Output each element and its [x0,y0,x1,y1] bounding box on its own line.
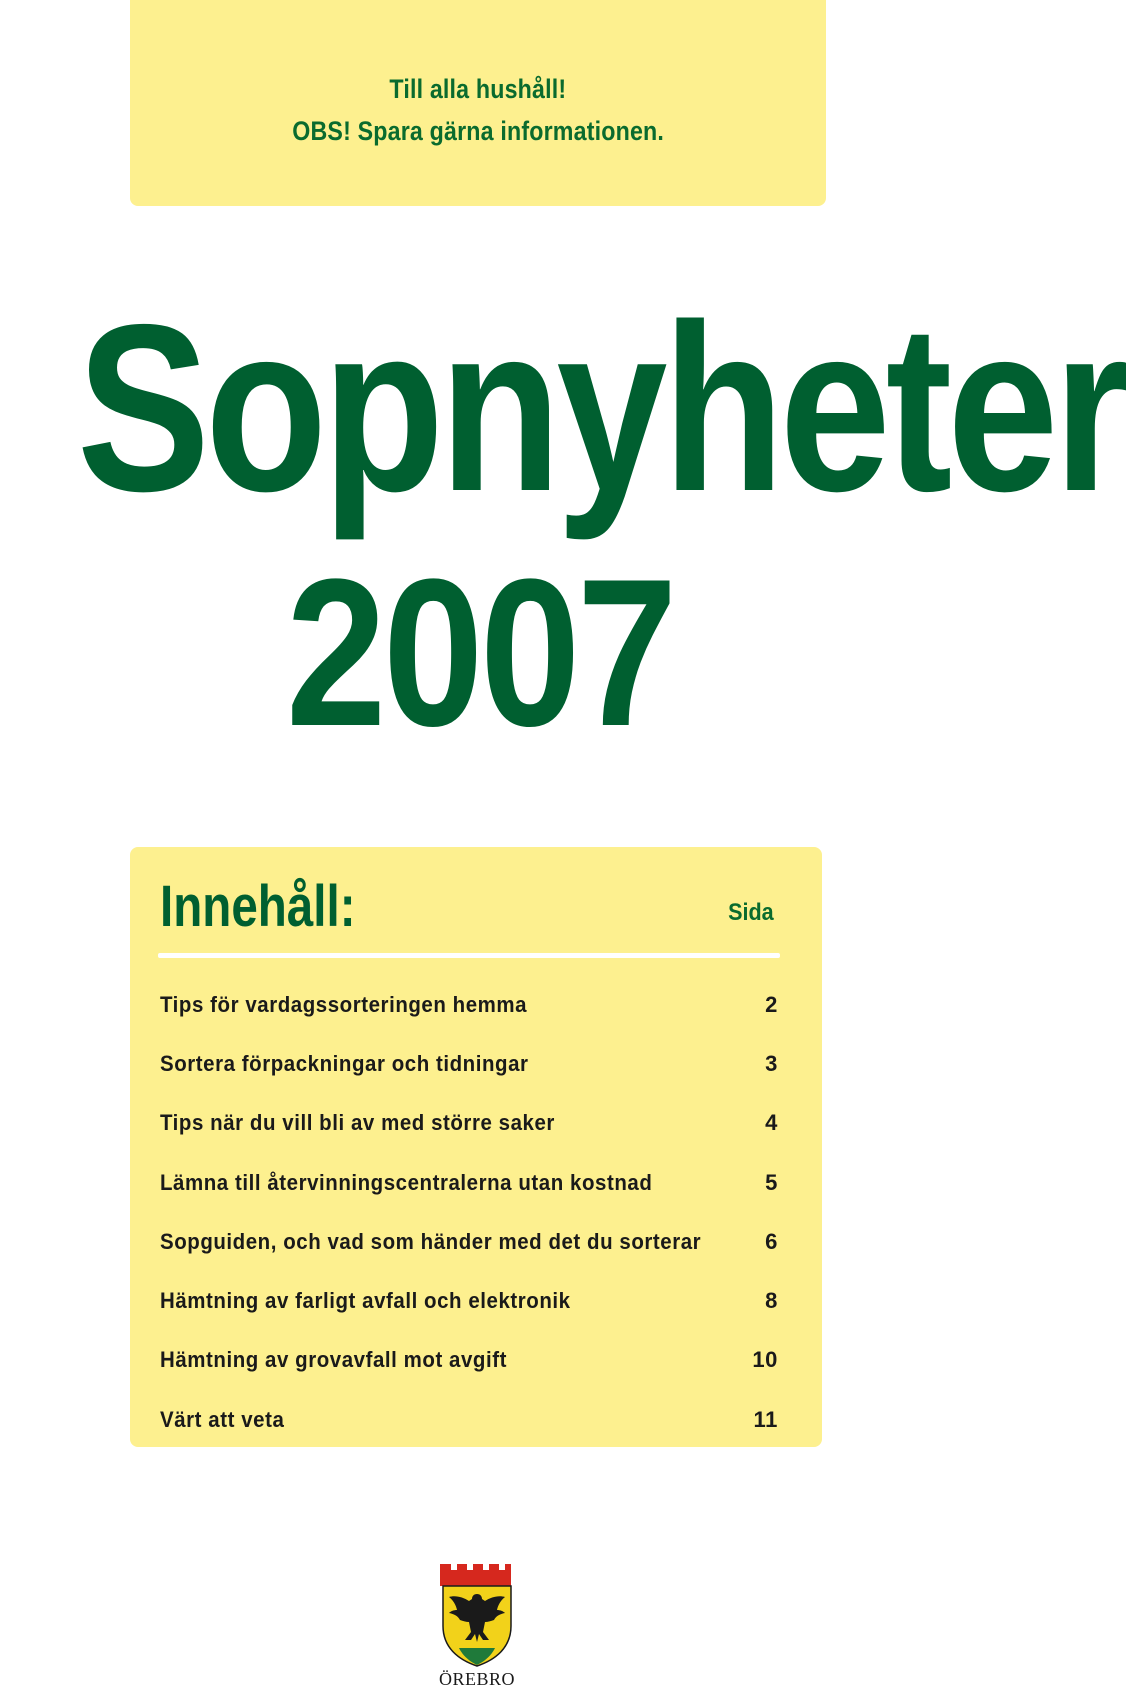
table-of-contents [130,847,822,1447]
toc-item [160,1153,778,1212]
toc-list [160,975,778,1449]
toc-item-label: Lämna till återvinningscentralerna utan kostnad [160,1169,653,1195]
toc-item-page: 11 [753,1406,778,1432]
toc-divider [158,953,780,958]
toc-item-page: 6 [765,1228,778,1254]
page-title: Sopnyheter [76,276,1126,541]
toc-item-label: Hämtning av farligt avfall och elektronik [160,1288,571,1314]
toc-item [160,1212,778,1271]
toc-item [160,1094,778,1153]
toc-item-page: 8 [765,1288,778,1314]
page-title-year: 2007 [285,535,674,770]
toc-item-label: Tips för vardagssorteringen hemma [160,991,528,1017]
notice-line-2: OBS! Spara gärna informationen. [292,116,664,146]
toc-item [160,1390,778,1449]
toc-item-label: Tips när du vill bli av med större saker [160,1110,555,1136]
notice-box [130,0,826,206]
toc-item [160,975,778,1034]
toc-item [160,1271,778,1330]
toc-item-page: 3 [765,1050,778,1076]
notice-line-1: Till alla hushåll! [389,74,567,104]
toc-item-page: 10 [752,1347,778,1373]
toc-page-column-label: Sida [728,899,774,926]
toc-item-label: Hämtning av grovavfall mot avgift [160,1347,507,1373]
municipality-name: ÖREBRO [438,1669,515,1689]
toc-item-page: 2 [765,991,778,1017]
toc-item [160,1331,778,1390]
toc-item-page: 4 [765,1110,778,1136]
toc-item-page: 5 [765,1169,778,1195]
toc-item-label: Värt att veta [160,1406,285,1432]
toc-item [160,1034,778,1093]
toc-item-label: Sopguiden, och vad som händer med det du sorterar [160,1228,702,1254]
toc-heading: Innehåll: [160,874,356,939]
toc-item-label: Sortera förpackningar och tidningar [160,1050,529,1076]
